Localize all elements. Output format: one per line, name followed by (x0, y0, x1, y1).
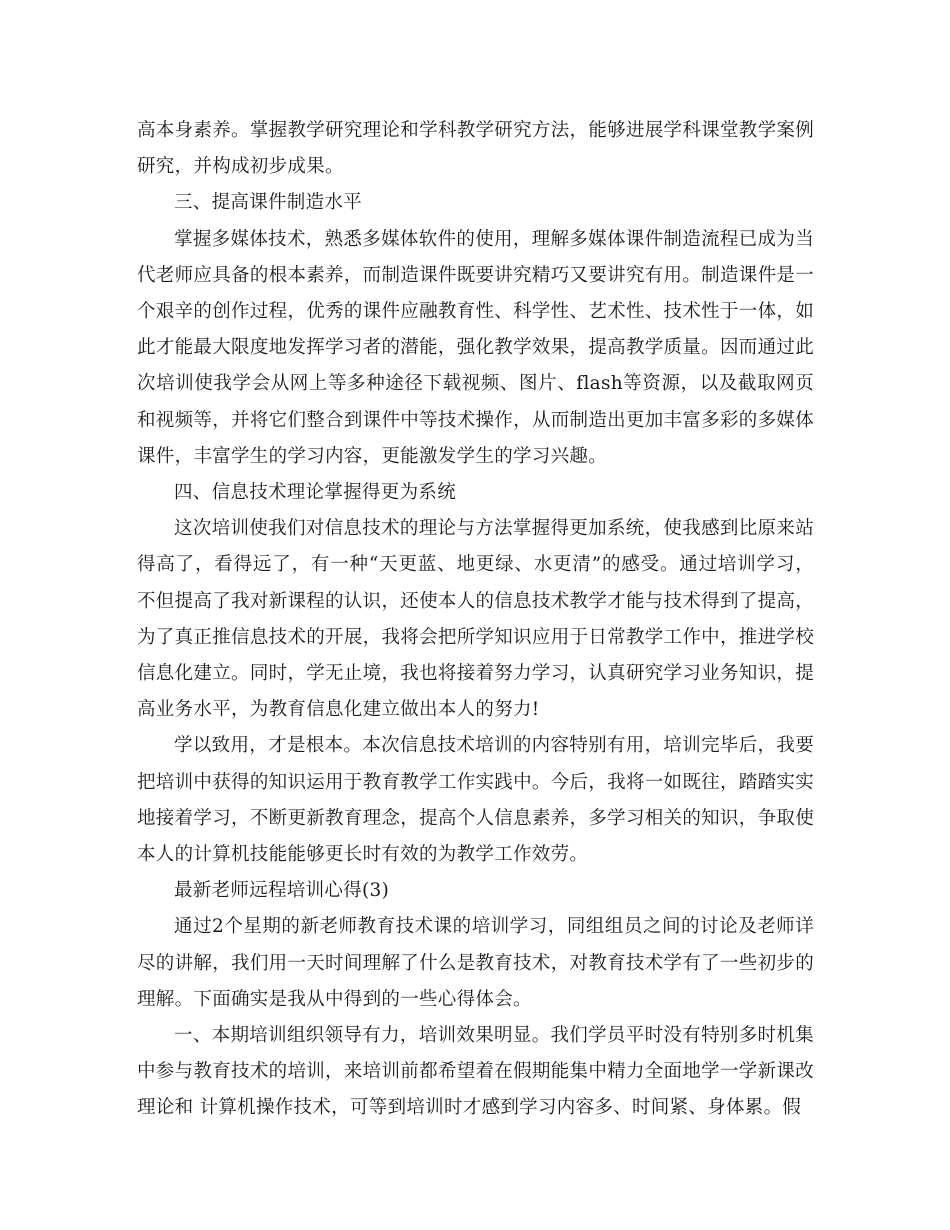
paragraph-it-theory: 这次培训使我们对信息技术的理论与方法掌握得更加系统，使我感到比原来站得高了，看得远了，有一种“天更蓝、地更绿、水更清”的感受。通过培训学习，不但提高了我对新课程的认识，还使本人的信息技术教学才能与技术得到了提高，为了真正推信息技术的开展，我将会把所学知识应用于日常教学工作中，推进学校信息化建立。同时，学无止境，我也将接着努力学习，认真研究学习业务知识，提高业务水平，为教育信息化建立做出本人的努力! (137, 518, 814, 721)
paragraph-point-one: 一、本期培训组织领导有力，培训效果明显。我们学员平时没有特别多时机集中参与教育技术的培训，来培训前都希望着在假期能集中精力全面地学一学新课改理论和 计算机操作技术，可等到培训时才感到学习内容多、时间紧、身体累。假 (137, 1025, 814, 1119)
paragraph-intro: 通过2个星期的新老师教育技术课的培训学习，同组组员之间的讨论及老师详尽的讲解，我们用一天时间理解了什么是教育技术，对教育技术学有了一些初步的理解。下面确实是我从中得到的一些心得体会。 (137, 916, 814, 1010)
paragraph-apply-learning: 学以致用，才是根本。本次信息技术培训的内容特别有用，培训完毕后，我要把培训中获得的知识运用于教育教学工作实践中。今后，我将一如既往，踏踏实实地接着学习，不断更新教育理念，提高个人信息素养，多学习相关的知识，争取使本人的计算机技能能够更长时有效的为教学工作效劳。 (137, 735, 814, 866)
article-title-3: 最新老师远程培训心得(3) (174, 880, 390, 902)
paragraph-courseware: 掌握多媒体技术，熟悉多媒体软件的使用，理解多媒体课件制造流程已成为当代老师应具备的根本素养，而制造课件既要讲究精巧又要讲究有用。制造课件是一个艰辛的创作过程，优秀的课件应融教育性、科学性、艺术性、技术性于一体，如此才能最大限度地发挥学习者的潜能，强化教学效果，提高教学质量。因而通过此次培训使我学会从网上等多种途径下载视频、图片、flash等资源，以及截取网页和视频等，并将它们整合到课件中等技术操作，从而制造出更加丰富多彩的多媒体课件，丰富学生的学习内容，更能激发学生的学习兴趣。 (137, 228, 814, 467)
paragraph-continuation: 高本身素养。掌握教学研究理论和学科教学研究方法，能够进展学科课堂教学案例研究，并构成初步成果。 (137, 120, 814, 178)
document-body (137, 113, 814, 1127)
section-heading-3: 三、提高课件制造水平 (174, 192, 363, 214)
section-heading-4: 四、信息技术理论掌握得更为系统 (174, 482, 457, 504)
